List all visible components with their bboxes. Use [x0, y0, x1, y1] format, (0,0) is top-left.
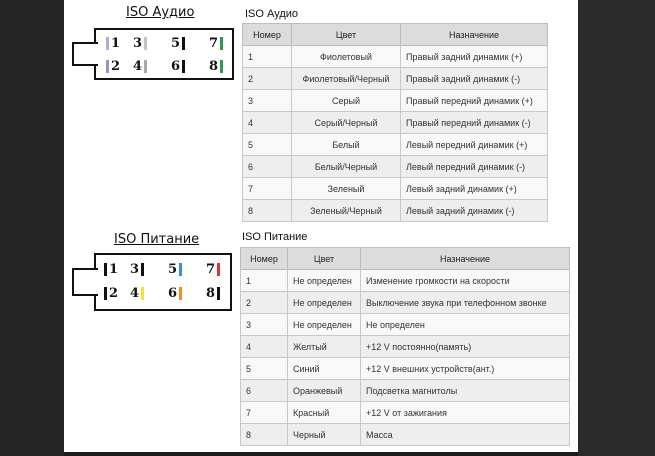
- wire-color-swatch: [104, 263, 107, 276]
- pin-number: 1: [109, 262, 119, 277]
- pin-2: [106, 59, 120, 74]
- power-table-title: ISO Питание: [242, 231, 308, 243]
- pin-number: 3: [130, 262, 140, 277]
- pin-6: [171, 59, 185, 74]
- cell-purpose: Выключение звука при телефонном звонке: [361, 292, 570, 314]
- pin-4: [133, 59, 147, 74]
- pin-6: [168, 286, 182, 301]
- table-row: [241, 358, 570, 380]
- pin-number: 2: [109, 286, 119, 301]
- pin-5: [168, 262, 182, 277]
- wire-color-swatch: [220, 37, 223, 50]
- cell-purpose: Левый задний динамик (-): [401, 200, 548, 222]
- pin-number: 6: [168, 286, 178, 301]
- col-header-purpose: Назначение: [401, 24, 548, 46]
- cell-purpose: Правый задний динамик (+): [401, 46, 548, 68]
- table-row: [243, 68, 548, 90]
- cell-purpose: Масса: [361, 424, 570, 446]
- wire-color-swatch: [179, 263, 182, 276]
- pin-4: [130, 286, 144, 301]
- table-row: [243, 46, 548, 68]
- wire-color-swatch: [217, 263, 220, 276]
- left-margin: [0, 0, 64, 456]
- cell-number: 5: [241, 358, 288, 380]
- cell-color: Красный: [288, 402, 361, 424]
- audio-diagram-title: ISO Аудио: [126, 5, 195, 20]
- wire-color-swatch: [217, 287, 220, 300]
- wire-color-swatch: [182, 37, 185, 50]
- table-row: [241, 270, 570, 292]
- wire-color-swatch: [144, 37, 147, 50]
- cell-color: Не определен: [288, 292, 361, 314]
- cell-number: 7: [241, 402, 288, 424]
- cell-purpose: +12 V внешних устройств(ант.): [361, 358, 570, 380]
- col-header-color: Цвет: [292, 24, 401, 46]
- cell-purpose: Правый передний динамик (+): [401, 90, 548, 112]
- cell-purpose: Изменение громкости на скорости: [361, 270, 570, 292]
- cell-purpose: +12 V от зажигания: [361, 402, 570, 424]
- cell-number: 2: [241, 292, 288, 314]
- cell-number: 5: [243, 134, 292, 156]
- power-diagram-title: ISO Питание: [114, 232, 200, 247]
- col-header-purpose: Назначение: [361, 248, 570, 270]
- pin-number: 6: [171, 59, 181, 74]
- table-row: [243, 200, 548, 222]
- cell-color: Белый/Черный: [292, 156, 401, 178]
- cell-number: 2: [243, 68, 292, 90]
- table-row: [243, 156, 548, 178]
- cell-color: Не определен: [288, 270, 361, 292]
- cell-number: 4: [241, 336, 288, 358]
- cell-number: 3: [243, 90, 292, 112]
- pin-8: [209, 59, 223, 74]
- cell-number: 1: [243, 46, 292, 68]
- pin-number: 7: [206, 262, 216, 277]
- cell-color: Синий: [288, 358, 361, 380]
- col-header-number: Номер: [241, 248, 288, 270]
- cell-number: 8: [241, 424, 288, 446]
- audio-connector-key: [72, 42, 98, 66]
- cell-color: Серый: [292, 90, 401, 112]
- cell-purpose: Левый передний динамик (+): [401, 134, 548, 156]
- cell-number: 3: [241, 314, 288, 336]
- cell-color: Не определен: [288, 314, 361, 336]
- table-row: [241, 292, 570, 314]
- pin-7: [209, 36, 223, 51]
- pin-number: 4: [133, 59, 143, 74]
- pin-number: 1: [111, 36, 121, 51]
- pin-number: 3: [133, 36, 143, 51]
- pin-8: [206, 286, 220, 301]
- cell-color: Серый/Черный: [292, 112, 401, 134]
- wire-color-swatch: [141, 263, 144, 276]
- table-row: [241, 402, 570, 424]
- pin-number: 2: [111, 59, 121, 74]
- wire-color-swatch: [182, 60, 185, 73]
- pin-number: 5: [168, 262, 178, 277]
- cell-purpose: +12 V постоянно(память): [361, 336, 570, 358]
- cell-color: Зеленый/Черный: [292, 200, 401, 222]
- wire-color-swatch: [106, 60, 109, 73]
- cell-number: 4: [243, 112, 292, 134]
- cell-purpose: Правый задний динамик (-): [401, 68, 548, 90]
- cell-color: Зеленый: [292, 178, 401, 200]
- cell-color: Фиолетовый: [292, 46, 401, 68]
- cell-purpose: Левый задний динамик (+): [401, 178, 548, 200]
- cell-number: 6: [243, 156, 292, 178]
- pin-3: [130, 262, 144, 277]
- power-pinout-table: [240, 247, 570, 446]
- right-margin: [578, 0, 655, 456]
- pin-1: [104, 262, 118, 277]
- cell-number: 7: [243, 178, 292, 200]
- table-row: [243, 178, 548, 200]
- audio-table-title: ISO Аудио: [245, 8, 299, 20]
- cell-number: 8: [243, 200, 292, 222]
- wire-color-swatch: [144, 60, 147, 73]
- cell-color: Черный: [288, 424, 361, 446]
- col-header-color: Цвет: [288, 248, 361, 270]
- table-row: [241, 314, 570, 336]
- wire-color-swatch: [106, 37, 109, 50]
- power-connector-key: [72, 268, 98, 296]
- cell-number: 1: [241, 270, 288, 292]
- pin-number: 5: [171, 36, 181, 51]
- cell-color: Белый: [292, 134, 401, 156]
- col-header-number: Номер: [243, 24, 292, 46]
- wire-color-swatch: [179, 287, 182, 300]
- wire-color-swatch: [220, 60, 223, 73]
- cell-color: Желтый: [288, 336, 361, 358]
- pin-1: [106, 36, 120, 51]
- table-row: [243, 90, 548, 112]
- table-row: [243, 134, 548, 156]
- pin-5: [171, 36, 185, 51]
- cell-purpose: Не определен: [361, 314, 570, 336]
- pin-number: 8: [209, 59, 219, 74]
- wire-color-swatch: [104, 287, 107, 300]
- cell-number: 6: [241, 380, 288, 402]
- cell-color: Оранжевый: [288, 380, 361, 402]
- table-row: [241, 380, 570, 402]
- audio-pinout-table: [242, 23, 548, 222]
- cell-purpose: Левый передний динамик (-): [401, 156, 548, 178]
- pin-7: [206, 262, 220, 277]
- wire-color-swatch: [141, 287, 144, 300]
- pin-3: [133, 36, 147, 51]
- cell-color: Фиолетовый/Черный: [292, 68, 401, 90]
- table-row: [241, 336, 570, 358]
- pin-number: 7: [209, 36, 219, 51]
- table-row: [243, 112, 548, 134]
- cell-purpose: Правый передний динамик (-): [401, 112, 548, 134]
- cell-purpose: Подсветка магнитолы: [361, 380, 570, 402]
- document-page: [64, 0, 578, 452]
- pin-number: 8: [206, 286, 216, 301]
- pin-2: [104, 286, 118, 301]
- pin-number: 4: [130, 286, 140, 301]
- table-row: [241, 424, 570, 446]
